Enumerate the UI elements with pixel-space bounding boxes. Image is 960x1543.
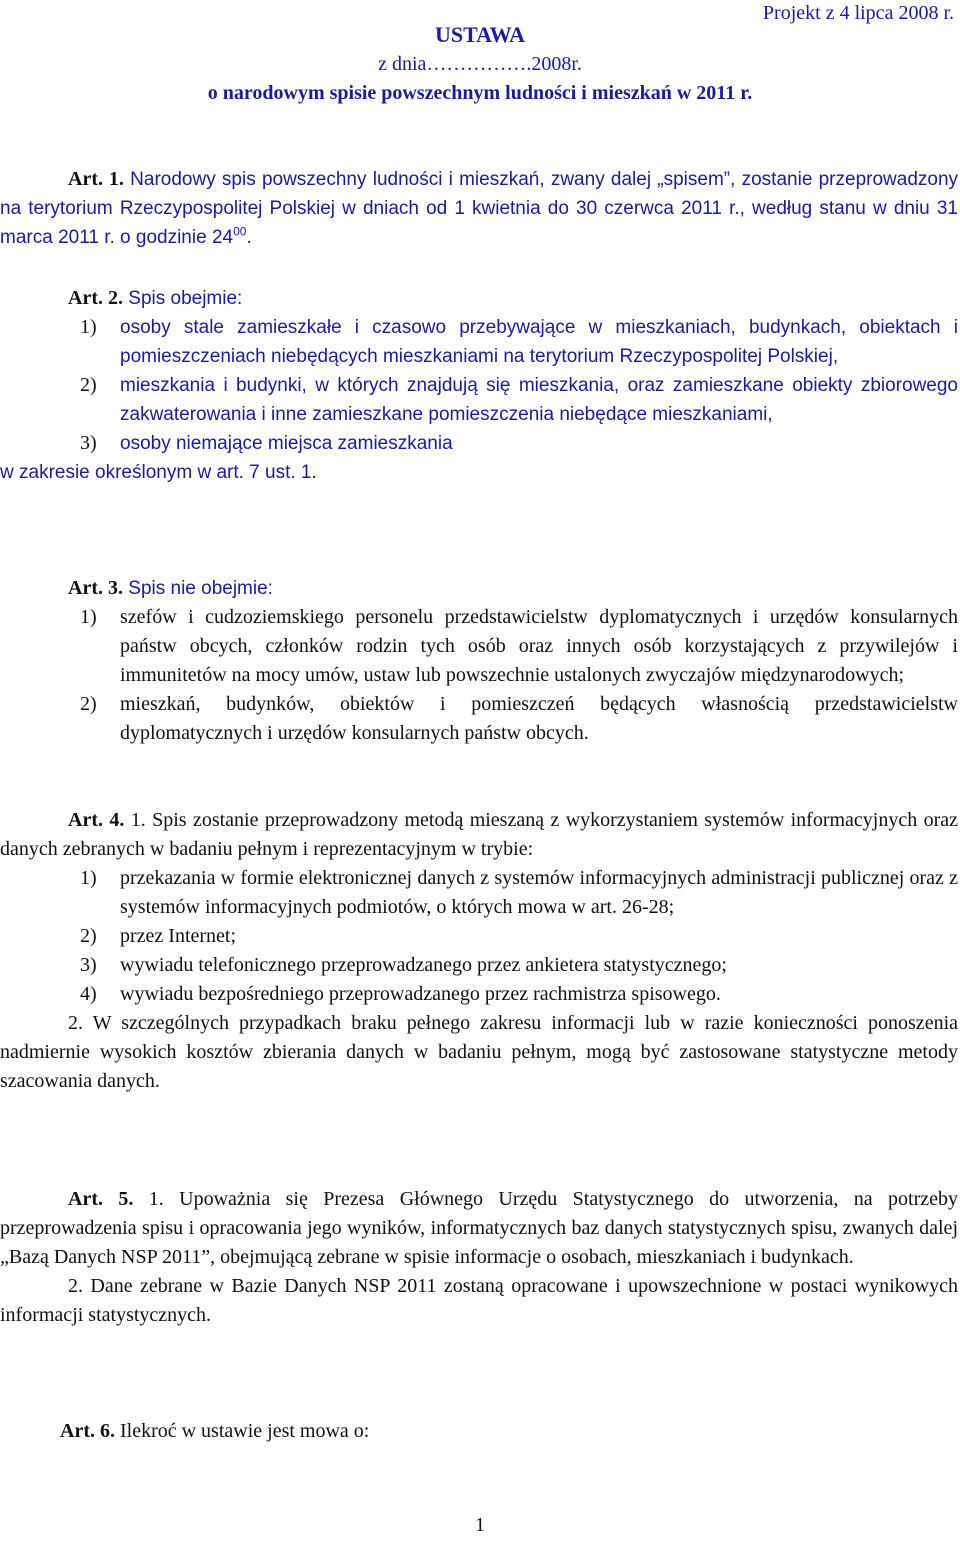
list-item xyxy=(0,313,958,371)
document-title: USTAWA xyxy=(434,22,526,47)
list-item xyxy=(0,922,958,951)
list-item-text: mieszkania i budynki, w których znajdują się mieszkania, oraz zamieszkane obiekty zbiorowego zakwaterowania i inne zamieszkane pomieszczenia niebędące mieszkaniami, xyxy=(120,375,958,425)
article-2-label: Art. 2. xyxy=(68,287,123,309)
paragraph-number: 1. xyxy=(148,1188,164,1210)
project-date: Projekt z 4 lipca 2008 r. xyxy=(762,2,954,24)
document-date-line: z dnia…………….2008r. xyxy=(378,53,582,75)
paragraph-text: Spis zostanie przeprowadzony metodą mieszaną z wykorzystaniem systemów informacyjnych oraz danych zebranych w badaniu pełnym i reprezentacyjnym w trybie: xyxy=(0,809,959,860)
article-1-end: . xyxy=(246,227,252,248)
article-1-body: Narodowy spis powszechny ludności i mieszkań, zwany dalej „spisem”, zostanie przeprowadzony na terytorium Rzeczypospolitej Polskiej w dniach od 1 kwietnia do 30 czerwca 2011 r., xyxy=(0,169,959,219)
article-1-sup: 00 xyxy=(233,224,247,239)
list-item-number: 3) xyxy=(80,954,97,976)
paragraph-number: 2. xyxy=(68,1275,83,1297)
article-6-text xyxy=(60,1417,960,1446)
list-item xyxy=(0,951,958,980)
list-item-number: 1) xyxy=(80,316,97,338)
paragraph-text: Dane zebrane w Bazie Danych NSP 2011 zostaną opracowane i upowszechnione w postaci wynikowych informacji statystycznych. xyxy=(0,1275,958,1326)
list-item xyxy=(0,690,958,748)
article-5 xyxy=(0,1185,958,1330)
article-3-intro-text: Spis nie obejmie: xyxy=(128,578,273,599)
article-6-body: Ilekroć w ustawie jest mowa o: xyxy=(119,1420,370,1442)
list-item-number: 3) xyxy=(80,432,97,454)
article-1-body-blue: według stanu w dniu 31 marca 2011 r. o godzinie 24 xyxy=(0,198,958,248)
article-1 xyxy=(0,165,958,252)
article-2 xyxy=(0,284,958,487)
article-5-label: Art. 5. xyxy=(68,1188,134,1210)
list-item xyxy=(0,429,958,458)
article-3-intro xyxy=(0,574,958,603)
article-1-text xyxy=(0,165,958,252)
paragraph-number: 1. xyxy=(130,809,146,831)
list-item-number: 4) xyxy=(80,983,97,1005)
article-4-label: Art. 4. xyxy=(68,809,125,831)
paragraph-text: Upoważnia się Prezesa Głównego Urzędu Statystycznego do utworzenia, na potrzeby przeprowadzenia spisu i opracowania jego wyników, informatycznych baz danych statystycznych spisu, zwanych dalej „Bazą Danych NSP 2011”, obejmującą zebrane w spisie informacje o osobach, mieszkaniach i budynkach. xyxy=(0,1188,958,1268)
page-number: 1 xyxy=(475,1514,485,1536)
article-5-paragraph-1 xyxy=(0,1185,958,1272)
article-4 xyxy=(0,806,958,1096)
paragraph-number: 2. xyxy=(68,1012,83,1034)
article-3-label: Art. 3. xyxy=(68,577,123,599)
list-item-number: 1) xyxy=(80,606,97,628)
paragraph-text: W szczególnych przypadkach braku pełnego zakresu informacji lub w razie konieczności ponoszenia nadmiernie wysokich kosztów zbierania danych w badaniu pełnym, mogą być zastosowane statystyczne metody szacowania danych. xyxy=(0,1012,958,1092)
list-item-text: osoby niemające miejsca zamieszkania xyxy=(120,433,453,454)
list-item-text: mieszkań, budynków, obiektów i pomieszczeń będących własnością przedstawicielstw dyplomatycznych i urzędów konsularnych państw obcych. xyxy=(120,693,958,744)
list-item-text: osoby stale zamieszkałe i czasowo przebywające w mieszkaniach, budynkach, obiektach i pomieszczeniach niebędących mieszkaniami na terytorium Rzeczypospolitej Polskiej, xyxy=(120,317,958,367)
list-item-number: 1) xyxy=(80,867,97,889)
article-3 xyxy=(0,574,958,748)
document-subject: o narodowym spisie powszechnym ludności i mieszkań w 2011 r. xyxy=(207,82,753,104)
list-item-text: przez Internet; xyxy=(120,925,237,947)
article-5-paragraph-2 xyxy=(0,1272,958,1330)
list-item-text: wywiadu bezpośredniego przeprowadzanego przez rachmistrza spisowego. xyxy=(120,983,721,1005)
article-4-paragraph-2 xyxy=(0,1009,958,1096)
list-item-number: 2) xyxy=(80,374,97,396)
article-6-label: Art. 6. xyxy=(60,1420,115,1442)
list-item xyxy=(0,603,958,690)
list-item-number: 2) xyxy=(80,925,97,947)
article-2-intro-text: Spis obejmie: xyxy=(128,288,243,309)
article-4-paragraph-1 xyxy=(0,806,958,864)
list-item xyxy=(0,980,958,1009)
article-1-label: Art. 1. xyxy=(68,168,124,190)
list-item-text: przekazania w formie elektronicznej danych z systemów informacyjnych administracji publicznej oraz z systemów informacyjnych podmiotów, o których mowa w art. 26-28; xyxy=(120,867,958,918)
article-6 xyxy=(0,1417,960,1446)
article-2-intro xyxy=(0,284,958,313)
title-block xyxy=(130,20,830,108)
list-item-text: wywiadu telefonicznego przeprowadzanego przez ankietera statystycznego; xyxy=(120,954,727,976)
article-2-outro: w zakresie określonym w art. 7 ust. 1. xyxy=(0,462,317,483)
list-item-number: 2) xyxy=(80,693,97,715)
list-item-text: szefów i cudzoziemskiego personelu przedstawicielstw dyplomatycznych i urzędów konsularnych państw obcych, członków rodzin tych osób oraz innych osób korzystających z przywilejów i immunitetów na mocy umów, ustaw lub powszechnie ustalonych zwyczajów międzynarodowych; xyxy=(120,606,958,686)
list-item xyxy=(0,371,958,429)
list-item xyxy=(0,864,958,922)
